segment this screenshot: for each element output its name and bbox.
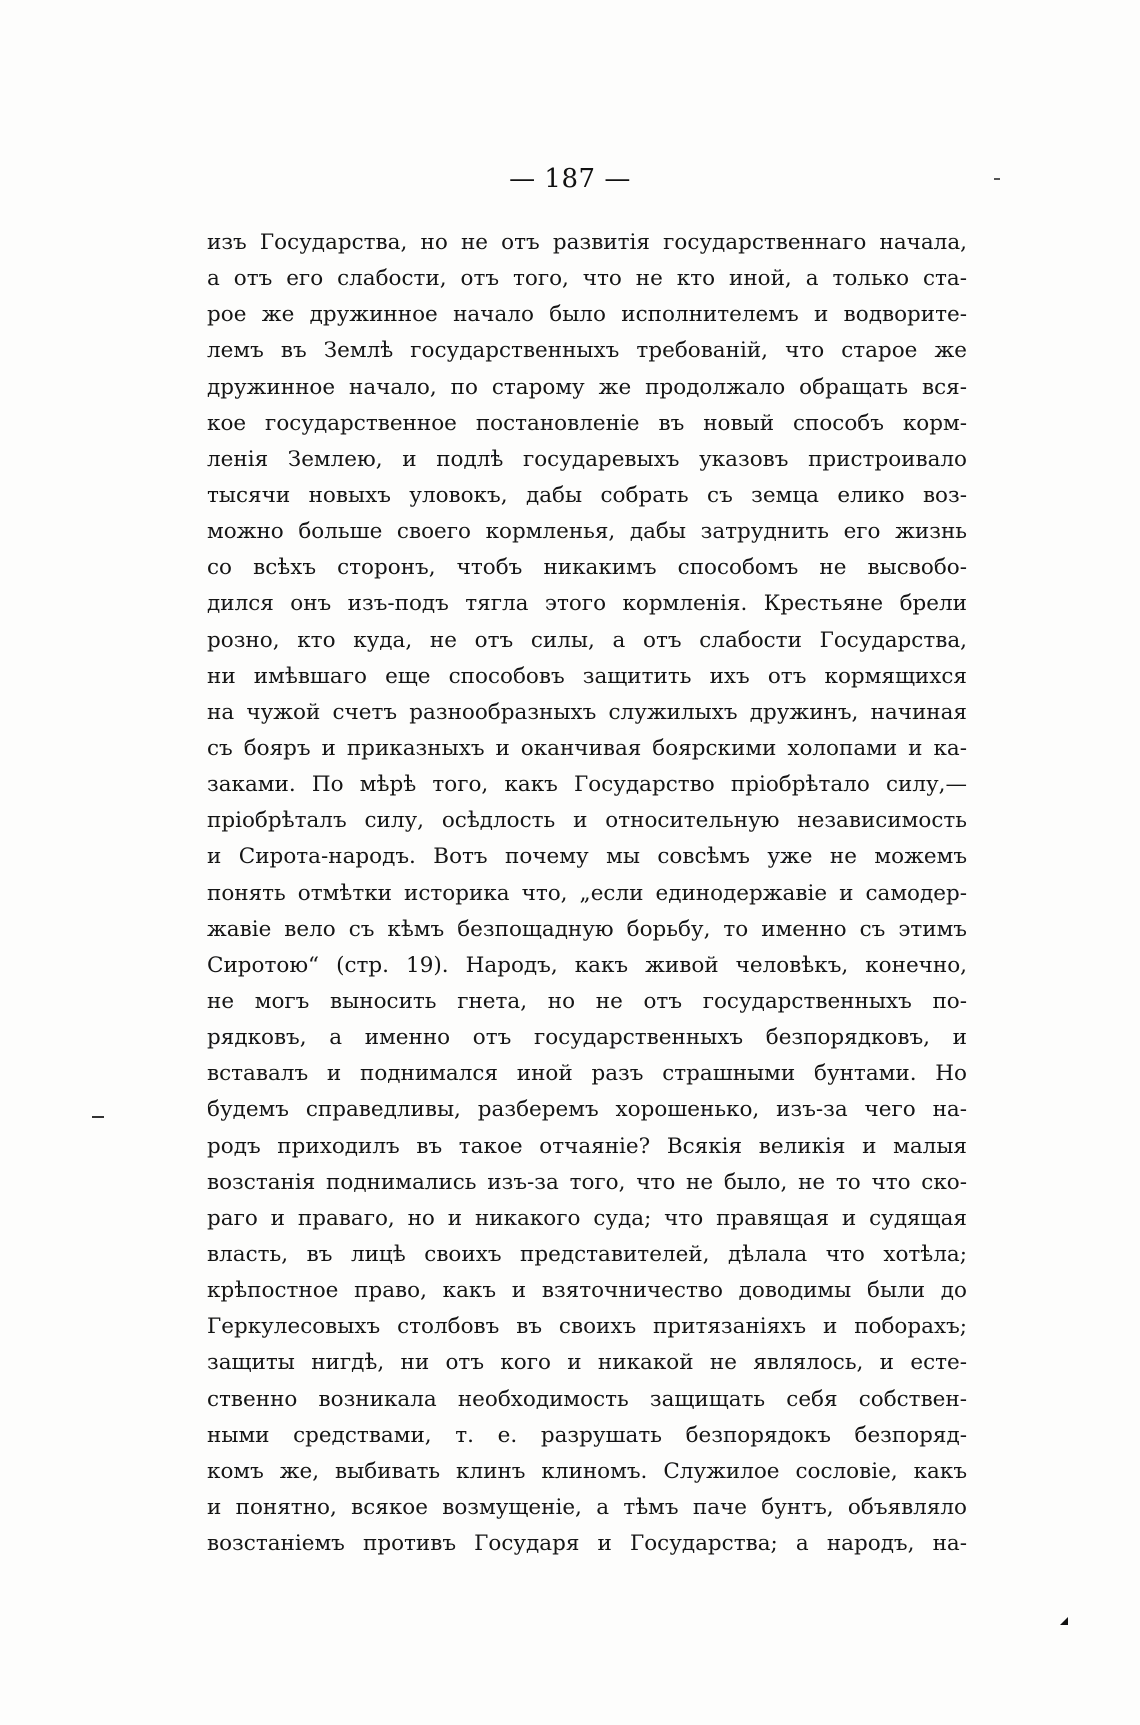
text-line: и понятно, всякое возмущеніе, а тѣмъ паче бунтъ, объявляло	[207, 1494, 967, 1520]
text-line: дружинное начало, по старому же продолжало обращать вся-	[207, 374, 967, 400]
text-line: ственно возникала необходимость защищать себя собствен-	[207, 1386, 967, 1412]
text-line: крѣпостное право, какъ и взяточничество доводимы были до	[207, 1278, 967, 1304]
text-line: можно больше своего кормленья, дабы затруднить его жизнь	[207, 519, 967, 545]
text-line: родъ приходилъ въ такое отчаяніе? Всякія великія и малыя	[207, 1133, 967, 1159]
text-line: кое государственное постановленіе въ новый способъ корм-	[207, 410, 967, 436]
text-line: розно, кто куда, не отъ силы, а отъ слабости Государства,	[207, 627, 967, 653]
text-line: дился онъ изъ-подъ тягла этого кормленія. Крестьяне брели	[207, 591, 967, 617]
text-line: пріобрѣталъ силу, осѣдлость и относительную независимость	[207, 808, 967, 834]
scan-speck	[1060, 1617, 1068, 1625]
text-line: будемъ справедливы, разберемъ хорошенько, изъ-за чего на-	[207, 1097, 967, 1123]
text-line: со всѣхъ сторонъ, чтобъ никакимъ способомъ не высвобо-	[207, 555, 967, 581]
text-line: возстанія поднимались изъ-за того, что не было, не то что ско-	[207, 1169, 967, 1195]
text-line: ни имѣвшаго еще способовъ защитить ихъ отъ кормящихся	[207, 663, 967, 689]
text-line: власть, въ лицѣ своихъ представителей, дѣлала что хотѣла;	[207, 1241, 967, 1267]
text-line: ными средствами, т. е. разрушать безпорядокъ безпоряд-	[207, 1422, 967, 1448]
text-line: съ бояръ и приказныхъ и оканчивая боярскими холопами и ка-	[207, 735, 967, 761]
text-line: раго и праваго, но и никакого суда; что правящая и судящая	[207, 1205, 967, 1231]
text-line: комъ же, выбивать клинъ клиномъ. Служилое сословіе, какъ	[207, 1458, 967, 1484]
text-line: тысячи новыхъ уловокъ, дабы собрать съ земца елико воз-	[207, 482, 967, 508]
text-line: и Сирота-народъ. Вотъ почему мы совсѣмъ уже не можемъ	[207, 844, 967, 870]
text-line: не могъ выносить гнета, но не отъ государственныхъ по-	[207, 988, 967, 1014]
text-line: рядковъ, а именно отъ государственныхъ безпорядковъ, и	[207, 1025, 967, 1051]
text-line: лемъ въ Землѣ государственныхъ требованій, что старое же	[207, 338, 967, 364]
scan-speck	[994, 178, 1000, 180]
text-line: защиты нигдѣ, ни отъ кого и никакой не являлось, и есте-	[207, 1350, 967, 1376]
text-line: жавіе вело съ кѣмъ безпощадную борьбу, то именно съ этимъ	[207, 916, 967, 942]
body-text	[207, 225, 967, 1562]
text-line: Сиротою“ (стр. 19). Народъ, какъ живой человѣкъ, конечно,	[207, 952, 967, 978]
text-line: понять отмѣтки историка что, „если единодержавіе и самодер-	[207, 880, 967, 906]
text-line: рое же дружинное начало было исполнителемъ и водворите-	[207, 302, 967, 328]
page-number: — 187 —	[509, 164, 631, 194]
scan-speck	[92, 1116, 104, 1118]
text-line: изъ Государства, но не отъ развитія государственнаго начала,	[207, 230, 967, 255]
text-line: на чужой счетъ разнообразныхъ служилыхъ дружинъ, начиная	[207, 699, 967, 725]
text-line: ленія Землею, и подлѣ государевыхъ указовъ пристроивало	[207, 446, 967, 472]
text-line: Геркулесовыхъ столбовъ въ своихъ притязаніяхъ и поборахъ;	[207, 1314, 967, 1340]
text-line: вставалъ и поднимался иной разъ страшными бунтами. Но	[207, 1061, 967, 1087]
text-line: возстаніемъ противъ Государя и Государства; а народъ, на-	[207, 1531, 967, 1557]
text-line: а отъ его слабости, отъ того, что не кто иной, а только ста-	[207, 266, 967, 292]
text-line: заками. По мѣрѣ того, какъ Государство пріобрѣтало силу,—	[207, 772, 967, 798]
